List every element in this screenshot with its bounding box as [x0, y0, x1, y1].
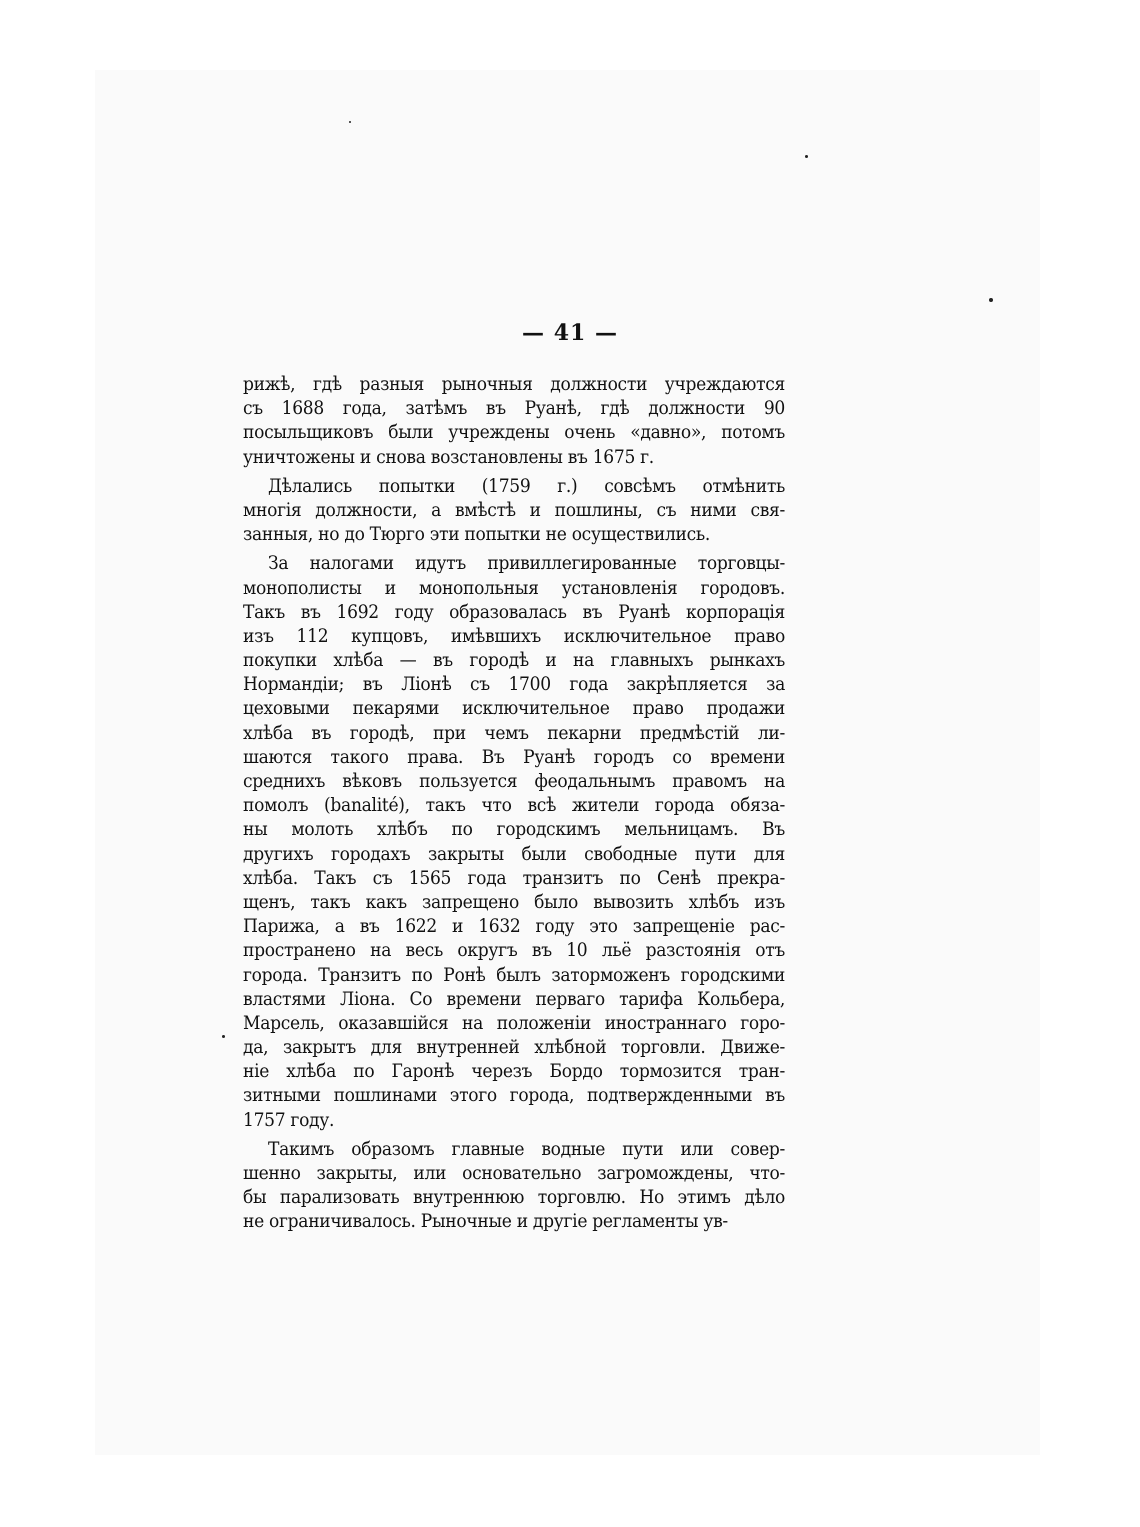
- text-line: Дѣлались попытки (1759 г.) совсѣмъ отмѣнить: [268, 474, 785, 497]
- text-line: щенъ, такъ какъ запрещено было вывозить хлѣбъ изъ: [243, 890, 785, 913]
- text-line: Парижа, а въ 1622 и 1632 году это запрещеніе рас-: [243, 915, 785, 938]
- text-line: монополисты и монопольныя установленія городовъ.: [243, 576, 785, 599]
- text-line: помолъ (banalité), такъ что всѣ жители города обяза-: [243, 794, 785, 817]
- paragraph: [243, 551, 785, 1132]
- scan-speck: [989, 298, 993, 302]
- text-line: шенно закрыты, или основательно загромождены, что-: [243, 1162, 785, 1184]
- text-line: съ 1688 года, затѣмъ въ Руанѣ, гдѣ должности 90: [243, 397, 785, 420]
- text-line: зитными пошлинами этого города, подтвержденными въ: [243, 1084, 785, 1107]
- paragraph: [243, 474, 785, 547]
- text-line: среднихъ вѣковъ пользуется феодальнымъ правомъ на: [243, 770, 785, 792]
- text-line: пространено на весь округъ въ 10 льё разстоянія отъ: [243, 939, 785, 962]
- text-line: цеховыми пекарями исключительное право продажи: [243, 697, 785, 720]
- text-line: хлѣба. Такъ съ 1565 года транзитъ по Сенѣ прекра-: [243, 866, 785, 889]
- text-line: Такимъ образомъ главные водные пути или совер-: [268, 1137, 785, 1160]
- text-line: Такъ въ 1692 году образовалась въ Руанѣ корпорація: [243, 600, 785, 623]
- paragraph: [243, 1137, 785, 1234]
- text-line: За налогами идутъ привиллегированные торговцы-: [268, 552, 785, 575]
- text-line: шаются такого права. Въ Руанѣ городъ со времени: [243, 745, 785, 768]
- text-line: рижѣ, гдѣ разныя рыночныя должности учреждаются: [243, 373, 785, 395]
- text-line: изъ 112 купцовъ, имѣвшихъ исключительное право: [243, 624, 785, 647]
- page-number: — 41 —: [522, 320, 618, 346]
- body-text: [243, 372, 785, 1234]
- text-line: Марсель, оказавшійся на положеніи иностраннаго горо-: [243, 1011, 785, 1034]
- text-line: уничтожены и снова возстановлены въ 1675 г.: [243, 445, 654, 468]
- text-line: бы парализовать внутреннюю торговлю. Но этимъ дѣло: [243, 1186, 785, 1209]
- text-line: ны молоть хлѣбъ по городскимъ мельницамъ. Въ: [243, 818, 785, 841]
- scan-speck: [222, 1035, 225, 1038]
- text-line: покупки хлѣба — въ городѣ и на главныхъ рынкахъ: [243, 649, 785, 672]
- text-line: занныя, но до Тюрго эти попытки не осуществились.: [243, 523, 711, 546]
- text-line: Нормандіи; въ Ліонѣ съ 1700 года закрѣпляется за: [243, 673, 785, 696]
- text-line: другихъ городахъ закрыты были свободные пути для: [243, 842, 785, 865]
- text-line: ніе хлѣба по Гаронѣ черезъ Бордо тормозится тран-: [243, 1060, 785, 1083]
- text-line: хлѣба въ городѣ, при чемъ пекарни предмѣстій ли-: [243, 721, 785, 744]
- paragraph: [243, 372, 785, 469]
- text-line: властями Ліона. Со времени перваго тарифа Кольбера,: [243, 987, 785, 1010]
- scan-speck: [349, 121, 351, 123]
- text-line: не ограничивалось. Рыночные и другіе регламенты ув-: [243, 1210, 728, 1233]
- text-line: многія должности, а вмѣстѣ и пошлины, съ ними свя-: [243, 498, 785, 521]
- text-line: посыльщиковъ были учреждены очень «давно», потомъ: [243, 421, 785, 444]
- text-line: да, закрытъ для внутренней хлѣбной торговли. Движе-: [243, 1036, 785, 1059]
- text-line: 1757 году.: [243, 1108, 335, 1131]
- scan-speck: [805, 155, 808, 158]
- text-line: города. Транзитъ по Ронѣ былъ заторможенъ городскими: [243, 963, 785, 986]
